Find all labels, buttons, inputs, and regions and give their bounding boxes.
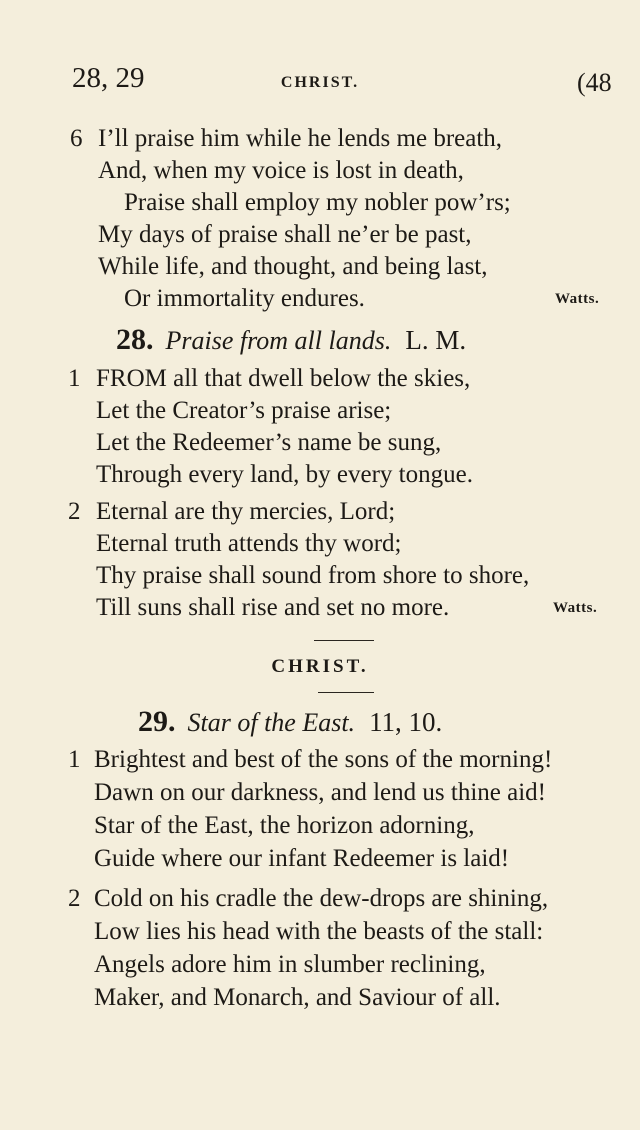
hymn-meter: 11, 10. — [369, 707, 443, 737]
verse-line: Eternal truth attends thy word; — [96, 530, 402, 557]
hymn-title: Star of the East. — [187, 708, 356, 737]
verse-line: Let the Creator’s praise arise; — [96, 397, 392, 424]
verse-line: Eternal are thy mercies, Lord; — [96, 498, 396, 525]
verse-line: Low lies his head with the beasts of the stall: — [94, 918, 544, 945]
verse-number: 2 — [68, 498, 81, 525]
hymn-number: 28. — [116, 323, 154, 356]
verse-line: While life, and thought, and being last, — [98, 253, 488, 280]
verse-line: Thy praise shall sound from shore to shore, — [96, 562, 530, 589]
verse-line: Brightest and best of the sons of the morning! — [94, 746, 553, 773]
running-header — [0, 60, 640, 100]
verse-number: 1 — [68, 365, 81, 392]
verse-line: Maker, and Monarch, and Saviour of all. — [94, 984, 501, 1011]
author-attribution: Watts. — [553, 600, 598, 616]
verse-number: 2 — [68, 885, 81, 912]
hymn-title: Praise from all lands. — [165, 326, 392, 355]
author-attribution: Watts. — [555, 291, 600, 307]
verse-line: And, when my voice is lost in death, — [98, 157, 464, 184]
verse-number: 6 — [70, 125, 83, 152]
verse-line: Through every land, by every tongue. — [96, 461, 473, 488]
hymn-heading — [138, 705, 442, 744]
hymn-meter: L. M. — [405, 325, 467, 355]
verse-line: Dawn on our darkness, and lend us thine aid! — [94, 779, 546, 806]
verse-line: Let the Redeemer’s name be sung, — [96, 429, 442, 456]
verse-line: FROM all that dwell below the skies, — [96, 365, 471, 392]
verse-line: Till suns shall rise and set no more. — [96, 594, 450, 621]
header-page-number: (48 — [577, 68, 612, 97]
section-rule-top — [314, 640, 374, 641]
verse-line: Star of the East, the horizon adorning, — [94, 812, 475, 839]
verse-number: 1 — [68, 746, 81, 773]
header-running-title: CHRIST. — [280, 74, 360, 91]
section-title: CHRIST. — [271, 656, 369, 677]
verse-line: Cold on his cradle the dew-drops are shining, — [94, 885, 549, 912]
verse-line: Or immortality endures. — [124, 285, 365, 312]
verse-line: I’ll praise him while he lends me breath, — [98, 125, 503, 152]
section-rule-bottom — [318, 692, 374, 693]
header-hymn-range: 28, 29 — [72, 62, 145, 94]
hymn-heading — [116, 323, 466, 362]
verse-line: My days of praise shall ne’er be past, — [98, 221, 472, 248]
verse-line: Angels adore him in slumber reclining, — [94, 951, 486, 978]
hymn-number: 29. — [138, 705, 176, 738]
verse-line: Guide where our infant Redeemer is laid! — [94, 845, 510, 872]
verse-line: Praise shall employ my nobler pow’rs; — [124, 189, 511, 216]
